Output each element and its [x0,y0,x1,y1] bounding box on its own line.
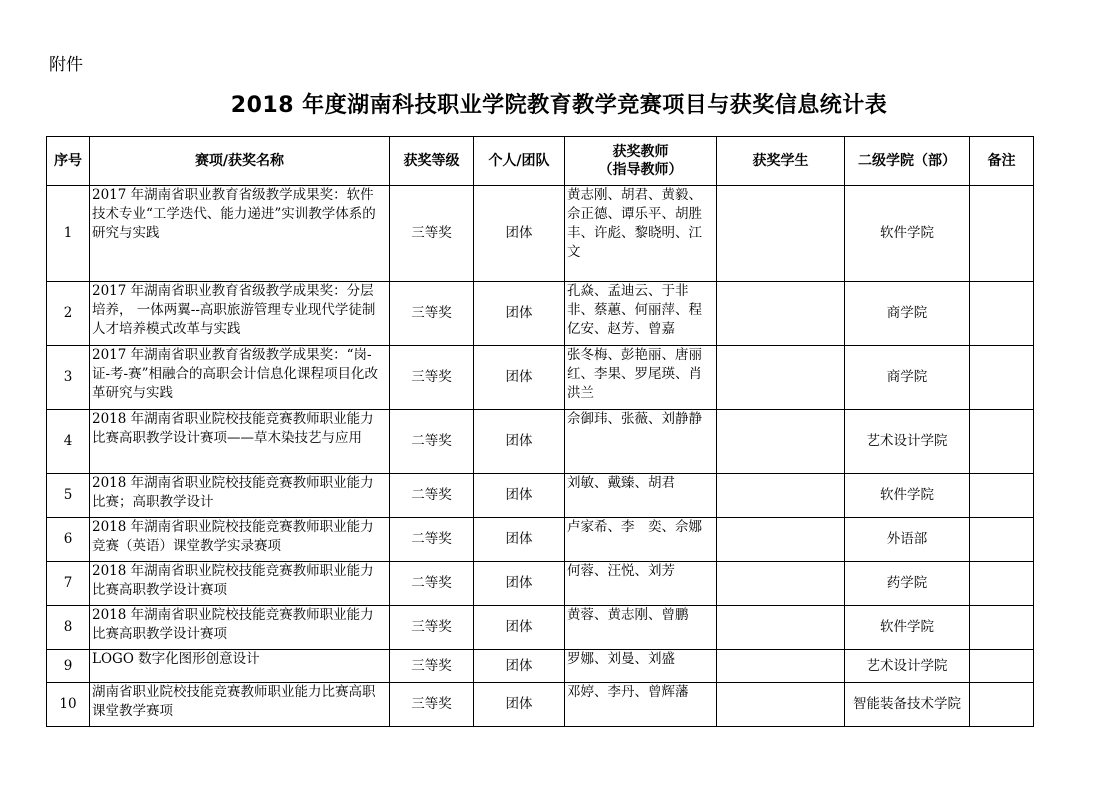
row-level: 二等奖 [390,474,474,518]
header-remark: 备注 [970,137,1034,186]
row-name: LOGO 数字化图形创意设计 [90,650,390,683]
row-teachers: 孔焱、孟迪云、于非非、蔡蕙、何丽萍、程亿安、赵芳、曾嘉 [565,282,717,346]
table-row [47,562,1034,606]
row-remark [970,650,1034,683]
row-name: 2017 年湖南省职业教育省级教学成果奖：“岗-证-考-赛”相融合的高职会计信息化课程项目化改革研究与实践 [90,346,390,410]
row-teachers: 何蓉、汪悦、刘芳 [565,562,717,606]
row-remark [970,410,1034,474]
row-remark [970,346,1034,410]
row-index: 8 [47,606,90,650]
row-index: 7 [47,562,90,606]
row-level: 二等奖 [390,518,474,562]
table-header-row [47,137,1034,186]
row-level: 三等奖 [390,346,474,410]
row-name: 2018 年湖南省职业院校技能竞赛教师职业能力比赛高职教学设计赛项 [90,606,390,650]
row-college: 外语部 [845,518,970,562]
row-college: 软件学院 [845,474,970,518]
attachment-label: 附件 [49,55,83,75]
row-remark [970,282,1034,346]
row-student [717,562,845,606]
row-index: 9 [47,650,90,683]
row-student [717,683,845,727]
row-remark [970,606,1034,650]
row-name: 2018 年湖南省职业院校技能竞赛教师职业能力比赛高职教学设计赛项 [90,562,390,606]
row-student [717,650,845,683]
row-student [717,410,845,474]
page-title: 2018 年度湖南科技职业学院教育教学竞赛项目与获奖信息统计表 [230,93,888,118]
row-remark [970,562,1034,606]
row-type: 团体 [474,410,565,474]
row-teachers: 邓婷、李丹、曾辉藩 [565,683,717,727]
row-teachers: 卢家希、李 奕、佘娜 [565,518,717,562]
row-student [717,518,845,562]
row-index: 4 [47,410,90,474]
row-name: 2018 年湖南省职业院校技能竞赛教师职业能力竞赛（英语）课堂教学实录赛项 [90,518,390,562]
row-type: 团体 [474,346,565,410]
row-index: 6 [47,518,90,562]
row-name: 2018 年湖南省职业院校技能竞赛教师职业能力比赛；高职教学设计 [90,474,390,518]
row-college: 智能装备技术学院 [845,683,970,727]
row-student [717,606,845,650]
table-row [47,282,1034,346]
row-index: 3 [47,346,90,410]
table-row [47,518,1034,562]
header-college: 二级学院（部） [845,137,970,186]
row-name: 2018 年湖南省职业院校技能竞赛教师职业能力比赛高职教学设计赛项——草木染技艺与应用 [90,410,390,474]
row-teachers: 刘敏、戴臻、胡君 [565,474,717,518]
row-student [717,186,845,282]
row-student [717,474,845,518]
table-row [47,683,1034,727]
row-college: 软件学院 [845,606,970,650]
row-remark [970,186,1034,282]
row-level: 二等奖 [390,410,474,474]
header-teachers-line2: （指导教师） [598,162,683,178]
header-student: 获奖学生 [717,137,845,186]
row-teachers: 张冬梅、彭艳丽、唐丽红、李果、罗尾瑛、肖洪兰 [565,346,717,410]
row-type: 团体 [474,474,565,518]
table-row [47,650,1034,683]
row-type: 团体 [474,186,565,282]
header-teachers-line1: 获奖教师 [612,144,669,160]
row-college: 商学院 [845,346,970,410]
row-name: 湖南省职业院校技能竞赛教师职业能力比赛高职课堂教学赛项 [90,683,390,727]
award-table [46,136,1034,727]
row-type: 团体 [474,518,565,562]
row-type: 团体 [474,606,565,650]
row-type: 团体 [474,683,565,727]
table-row [47,346,1034,410]
table-row [47,474,1034,518]
row-teachers: 黄蓉、黄志刚、曾鹏 [565,606,717,650]
row-name: 2017 年湖南省职业教育省级教学成果奖：软件技术专业“工学迭代、能力递进”实训教学体系的研究与实践 [90,186,390,282]
row-student [717,346,845,410]
header-index: 序号 [47,137,90,186]
row-level: 三等奖 [390,282,474,346]
row-remark [970,474,1034,518]
row-level: 三等奖 [390,606,474,650]
row-remark [970,518,1034,562]
row-index: 1 [47,186,90,282]
row-teachers: 佘御玮、张薇、刘静静 [565,410,717,474]
row-teachers: 罗娜、刘曼、刘盛 [565,650,717,683]
row-college: 商学院 [845,282,970,346]
header-teachers [565,137,717,186]
row-type: 团体 [474,562,565,606]
table-row [47,186,1034,282]
row-college: 艺术设计学院 [845,410,970,474]
row-college: 软件学院 [845,186,970,282]
row-remark [970,683,1034,727]
row-college: 药学院 [845,562,970,606]
row-teachers: 黄志刚、胡君、黄毅、佘正德、谭乐平、胡胜丰、许彪、黎晓明、江文 [565,186,717,282]
header-type: 个人/团队 [474,137,565,186]
table-row [47,410,1034,474]
row-index: 10 [47,683,90,727]
row-index: 2 [47,282,90,346]
row-level: 三等奖 [390,186,474,282]
row-level: 二等奖 [390,562,474,606]
row-type: 团体 [474,282,565,346]
row-index: 5 [47,474,90,518]
row-level: 三等奖 [390,683,474,727]
row-name: 2017 年湖南省职业教育省级教学成果奖：分层培养， 一体两翼--高职旅游管理专业现代学徒制人才培养模式改革与实践 [90,282,390,346]
row-type: 团体 [474,650,565,683]
row-student [717,282,845,346]
row-college: 艺术设计学院 [845,650,970,683]
table-row [47,606,1034,650]
header-name: 赛项/获奖名称 [90,137,390,186]
header-level: 获奖等级 [390,137,474,186]
row-level: 三等奖 [390,650,474,683]
